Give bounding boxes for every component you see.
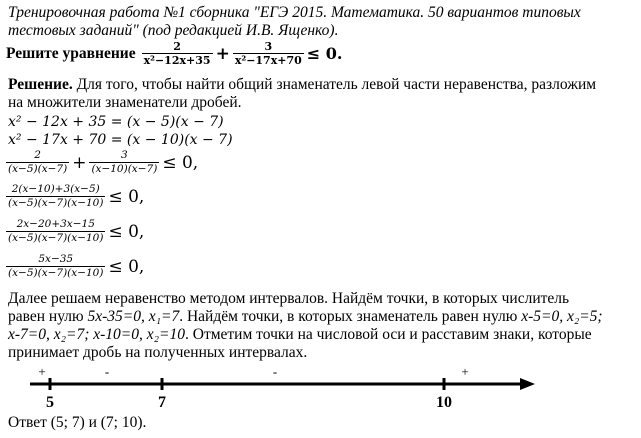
interval-text-1: Далее решаем неравенство методом интервалов. Найдём точки, в которых числитель [8, 290, 570, 307]
task-statement: Решите уравнение $\frac{2}{\text{x²−12x+35}}$ + $\frac{3}{\text{x²−17x+70}}$ ≤ 0. [6, 40, 343, 67]
step-2: $\frac{2(x-10)+3(x-5)}{(x-5)(x-7)(x-10)}$ ≤ 0, [8, 183, 145, 209]
interval-text-4: принимает дробь на полученных интервалах. [8, 344, 308, 361]
axis-arrow-icon [520, 378, 535, 390]
point-label-10: 10 [436, 394, 452, 411]
factor-eq-1: x² − 12x + 35 = (x − 5)(x − 7) [8, 114, 224, 130]
header-line-2: тестовых заданий" (под редакцией И.В. Ященко). [8, 22, 339, 39]
interval-text-3: x-7=0, x₂=7; x-10=0, x₂=10. Отметим точки на числовой оси и расставим знаки, которые [8, 326, 592, 343]
step-3: $\frac{2x-20+3x-15}{(x-5)(x-7)(x-10)}$ ≤ 0, [8, 218, 145, 244]
point-label-7: 7 [158, 394, 166, 411]
interval-sign-2: - [104, 364, 110, 379]
interval-sign-4: + [461, 364, 469, 379]
interval-sign-3: - [272, 364, 278, 379]
header-line-1: Тренировочная работа №1 сборника "ЕГЭ 2015. Математика. 50 вариантов типовых [8, 4, 581, 21]
solution-text-2: на множители знаменатели дробей. [8, 94, 242, 111]
task-label: Решите уравнение [6, 44, 136, 62]
factor-eq-2: x² − 17x + 70 = (x − 10)(x − 7) [8, 132, 233, 148]
task-fraction-1: $\frac{2}{\text{x²−12x+35}}$ [143, 40, 211, 67]
solution-text-1: Решение. Для того, чтобы найти общий знаменатель левой части неравенства, разложим [8, 76, 597, 93]
point-label-5: 5 [46, 394, 54, 411]
interval-sign-1: + [38, 364, 46, 379]
number-line [0, 360, 641, 412]
step-1: $\frac{2}{(x-5)(x-7)}$ + $\frac{3}{(x-10)(x-7)}$ ≤ 0, [8, 149, 199, 175]
task-fraction-2: $\frac{3}{\text{x²−17x+70}}$ [234, 40, 302, 67]
step-4: $\frac{5x-35}{(x-5)(x-7)(x-10)}$ ≤ 0, [8, 253, 145, 279]
interval-text-2: равен нулю 5x-35=0, x₁=7. Найдём точки, в которых знаменатель равен нулю x-5=0, x₂=5; [8, 308, 603, 325]
answer: Ответ (5; 7) и (7; 10). [8, 414, 147, 431]
